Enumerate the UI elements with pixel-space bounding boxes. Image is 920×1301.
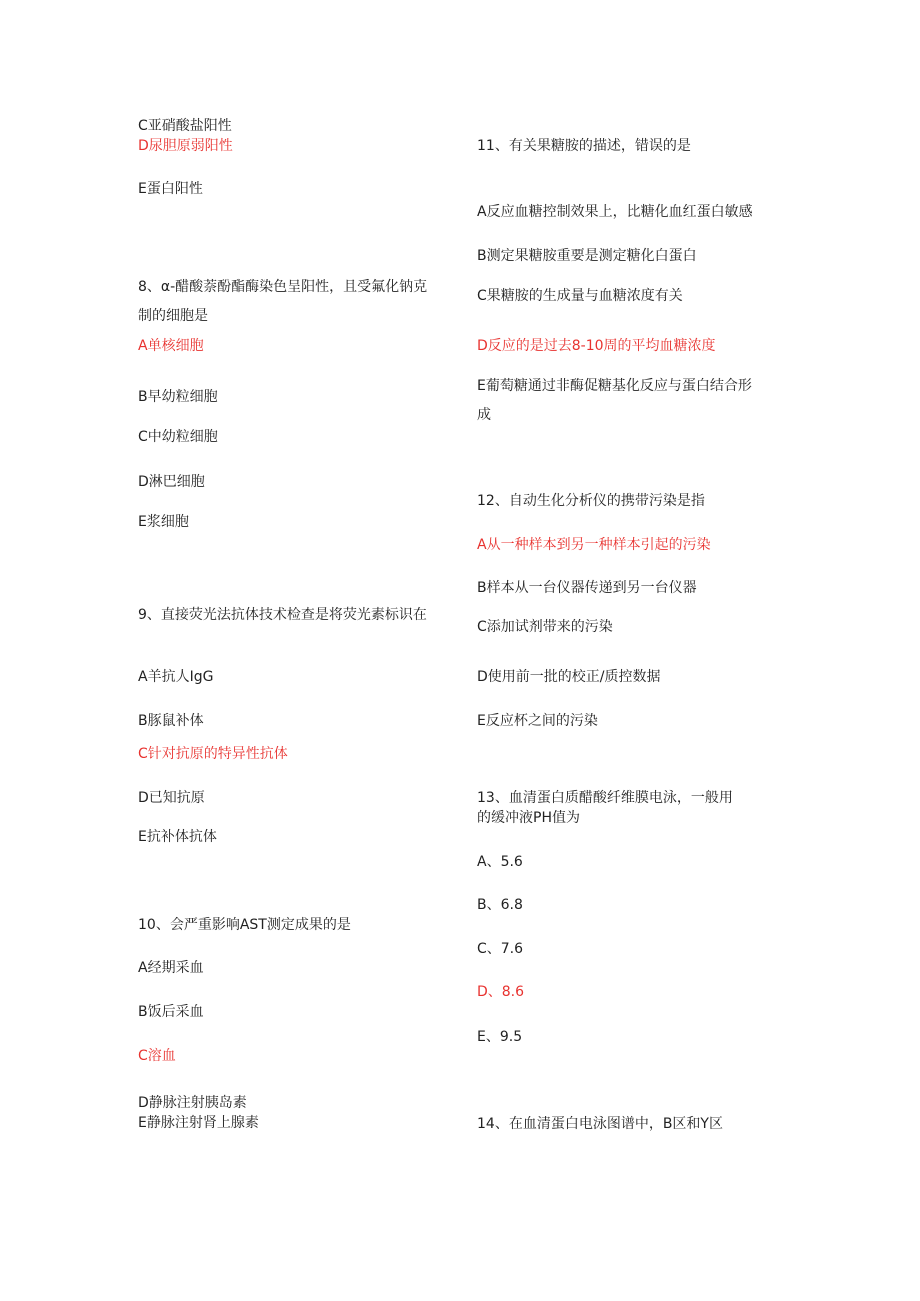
q11-option-d-answer: D反应的是过去8-10周的平均血糖浓度 — [477, 338, 716, 354]
q14-stem: 14、在血清蛋白电泳图谱中，B区和Y区 — [477, 1116, 723, 1132]
q8-stem: 8、α-醋酸萘酚酯酶染色呈阳性，且受氟化钠克 — [138, 279, 428, 295]
q8-option-e: E浆细胞 — [138, 514, 189, 530]
q7-option-c: C亚硝酸盐阳性 — [138, 118, 232, 134]
q8-option-d: D淋巴细胞 — [138, 474, 205, 490]
q11-option-c: C果糖胺的生成量与血糖浓度有关 — [477, 288, 683, 304]
q12-option-b: B样本从一台仪器传递到另一台仪器 — [477, 580, 697, 596]
q8-option-b: B早幼粒细胞 — [138, 389, 218, 405]
q11-stem: 11、有关果糖胺的描述，错误的是 — [477, 138, 691, 154]
q12-option-a-answer: A从一种样本到另一种样本引起的污染 — [477, 537, 711, 553]
q9-option-a: A羊抗人IgG — [138, 669, 214, 685]
q12-option-c: C添加试剂带来的污染 — [477, 619, 613, 635]
q9-stem: 9、直接荧光法抗体技术检查是将荧光素标识在 — [138, 607, 427, 623]
q11-option-e-cont: 成 — [477, 407, 491, 423]
q13-stem: 13、血清蛋白质醋酸纤维膜电泳，一般用 — [477, 790, 733, 806]
q13-option-c: C、7.6 — [477, 941, 524, 957]
q10-option-a: A经期采血 — [138, 960, 204, 976]
q9-option-c-answer: C针对抗原的特异性抗体 — [138, 746, 288, 762]
q9-option-d: D已知抗原 — [138, 790, 205, 806]
q8-stem-cont: 制的细胞是 — [138, 308, 208, 324]
q10-stem: 10、会严重影响AST测定成果的是 — [138, 917, 351, 933]
q12-stem: 12、自动生化分析仪的携带污染是指 — [477, 493, 705, 509]
q13-option-b: B、6.8 — [477, 897, 523, 913]
q13-stem-cont: 的缓冲液PH值为 — [477, 810, 580, 826]
q7-option-e: E蛋白阳性 — [138, 181, 203, 197]
q13-option-a: A、5.6 — [477, 854, 523, 870]
q10-option-e: E静脉注射肾上腺素 — [138, 1115, 259, 1131]
q13-option-e: E、9.5 — [477, 1029, 523, 1045]
q12-option-d: D使用前一批的校正/质控数据 — [477, 669, 661, 685]
q12-option-e: E反应杯之间的污染 — [477, 713, 598, 729]
q11-option-b: B测定果糖胺重要是测定糖化白蛋白 — [477, 248, 697, 264]
q10-option-c-answer: C溶血 — [138, 1048, 176, 1064]
q10-option-b: B饭后采血 — [138, 1004, 204, 1020]
q11-option-e: E葡萄糖通过非酶促糖基化反应与蛋白结合形 — [477, 378, 752, 394]
q7-option-d-answer: D尿胆原弱阳性 — [138, 138, 233, 154]
q13-option-d-answer: D、8.6 — [477, 984, 525, 1000]
q9-option-b: B豚鼠补体 — [138, 713, 204, 729]
q8-option-c: C中幼粒细胞 — [138, 429, 218, 445]
q10-option-d: D静脉注射胰岛素 — [138, 1095, 247, 1111]
q8-option-a-answer: A单核细胞 — [138, 338, 204, 354]
q9-option-e: E抗补体抗体 — [138, 829, 217, 845]
q11-option-a: A反应血糖控制效果上，比糖化血红蛋白敏感 — [477, 204, 753, 220]
